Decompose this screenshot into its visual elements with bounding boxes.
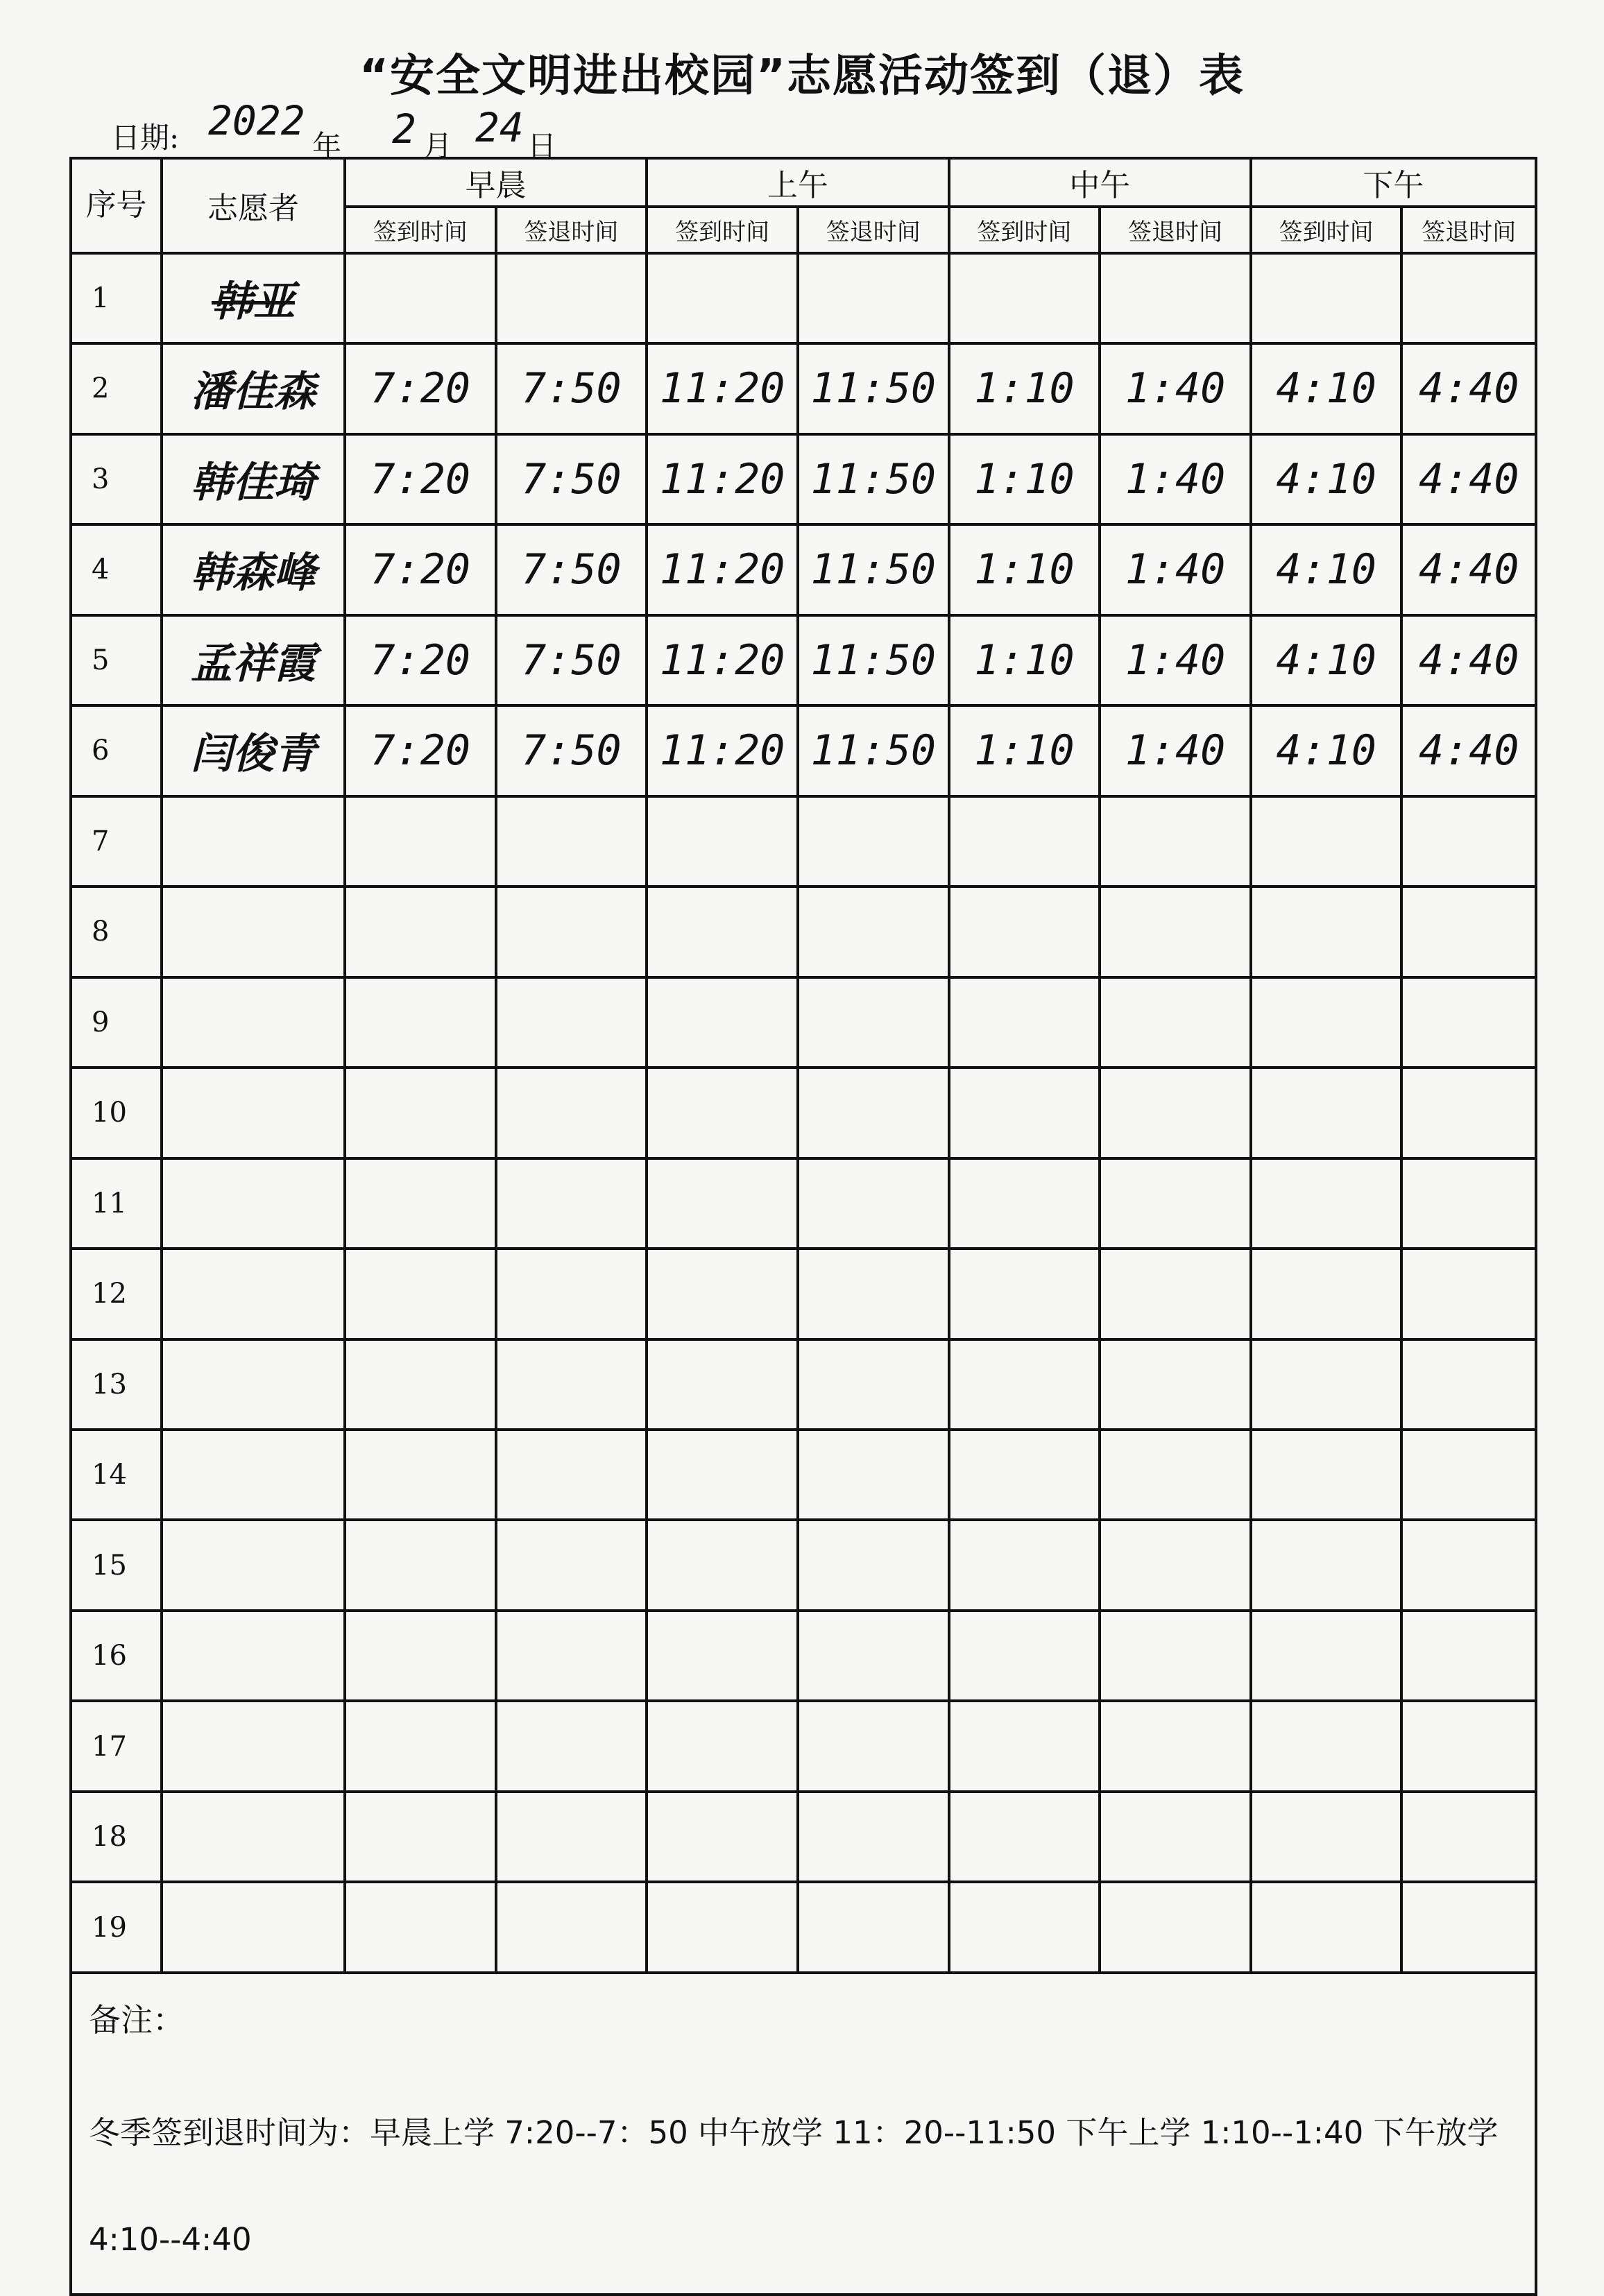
sign-in-time-cell: 7:20 bbox=[345, 524, 496, 615]
date-month-unit: 月 bbox=[423, 129, 453, 163]
volunteer-name: 韩森峰 bbox=[162, 524, 345, 615]
sign-out-time-cell bbox=[496, 1158, 647, 1249]
sign-in-time-cell bbox=[949, 253, 1100, 343]
sign-out-time-cell bbox=[496, 1068, 647, 1158]
notes-label: 备注： bbox=[89, 2001, 185, 2039]
sign-in-time-cell: 4:10 bbox=[1251, 615, 1402, 705]
volunteer-name: 闫俊青 bbox=[162, 705, 345, 796]
row-seq-number: 11 bbox=[71, 1158, 162, 1249]
sign-out-time-cell bbox=[496, 1882, 647, 1973]
volunteer-name bbox=[162, 886, 345, 977]
table-row bbox=[71, 1068, 1536, 1158]
sign-out-time-cell bbox=[1100, 796, 1251, 886]
sign-out-time-cell bbox=[798, 796, 949, 886]
sign-in-time-cell bbox=[949, 1611, 1100, 1701]
row-seq-number: 18 bbox=[71, 1792, 162, 1882]
sign-in-time-cell bbox=[949, 1068, 1100, 1158]
period-header-noon: 中午 bbox=[949, 158, 1251, 207]
sign-out-time-cell bbox=[1401, 886, 1536, 977]
sign-in-time-cell bbox=[647, 886, 798, 977]
table-row bbox=[71, 1158, 1536, 1249]
row-seq-number: 9 bbox=[71, 977, 162, 1068]
sign-out-time-cell bbox=[1401, 1068, 1536, 1158]
sign-in-time-cell bbox=[345, 886, 496, 977]
sign-in-time-cell bbox=[345, 977, 496, 1068]
sign-in-time-cell: 7:20 bbox=[345, 434, 496, 524]
sign-out-time-cell: 4:40 bbox=[1401, 615, 1536, 705]
period-header-afternoon: 下午 bbox=[1251, 158, 1536, 207]
sign-in-time-cell: 4:10 bbox=[1251, 705, 1402, 796]
sign-in-time-cell bbox=[949, 1249, 1100, 1339]
sign-out-time-cell bbox=[1100, 977, 1251, 1068]
sign-in-time-cell bbox=[1251, 1339, 1402, 1430]
sign-in-time-cell bbox=[949, 796, 1100, 886]
volunteer-header: 志愿者 bbox=[162, 158, 345, 253]
sign-out-time-header: 签退时间 bbox=[1100, 207, 1251, 252]
volunteer-name bbox=[162, 796, 345, 886]
sign-out-time-cell bbox=[496, 1520, 647, 1610]
sign-out-time-cell bbox=[1401, 1249, 1536, 1339]
sign-out-time-cell bbox=[1100, 253, 1251, 343]
row-seq-number: 14 bbox=[71, 1430, 162, 1520]
sign-in-time-cell bbox=[1251, 1068, 1402, 1158]
sign-in-time-cell bbox=[1251, 1520, 1402, 1610]
sign-out-time-cell: 7:50 bbox=[496, 615, 647, 705]
sign-in-time-cell bbox=[647, 253, 798, 343]
sign-out-time-cell bbox=[1100, 1882, 1251, 1973]
sign-in-time-cell bbox=[345, 1611, 496, 1701]
sign-in-time-header: 签到时间 bbox=[345, 207, 496, 252]
sign-in-time-cell bbox=[1251, 1701, 1402, 1791]
sign-out-time-header: 签退时间 bbox=[496, 207, 647, 252]
sign-in-time-cell bbox=[949, 1701, 1100, 1791]
sign-out-time-cell: 1:40 bbox=[1100, 615, 1251, 705]
sign-in-time-cell bbox=[647, 796, 798, 886]
sign-out-time-cell bbox=[1401, 1882, 1536, 1973]
volunteer-name bbox=[162, 1249, 345, 1339]
sign-out-time-cell bbox=[798, 1701, 949, 1791]
sign-in-time-cell bbox=[345, 253, 496, 343]
volunteer-name bbox=[162, 1430, 345, 1520]
period-header-forenoon: 上午 bbox=[647, 158, 948, 207]
sign-out-time-cell bbox=[1401, 796, 1536, 886]
sign-in-time-cell: 4:10 bbox=[1251, 343, 1402, 434]
sign-in-time-cell: 7:20 bbox=[345, 615, 496, 705]
date-label: 日期: bbox=[111, 121, 180, 155]
sign-out-time-cell bbox=[1100, 1068, 1251, 1158]
row-seq-number: 1 bbox=[71, 253, 162, 343]
notes-text: 冬季签到退时间为：早晨上学 7:20--7：50 中午放学 11：20--11:50 下午上学 1:10--1:40 下午放学 4:10--4:40 bbox=[89, 2114, 1499, 2258]
row-seq-number: 6 bbox=[71, 705, 162, 796]
date-year-unit: 年 bbox=[312, 129, 342, 163]
sign-out-time-header: 签退时间 bbox=[798, 207, 949, 252]
table-row bbox=[71, 253, 1536, 343]
sign-out-time-cell bbox=[1100, 1158, 1251, 1249]
sign-in-time-cell bbox=[345, 796, 496, 886]
sign-in-time-cell bbox=[345, 1339, 496, 1430]
sign-in-time-cell: 7:20 bbox=[345, 705, 496, 796]
volunteer-name: 韩佳琦 bbox=[162, 434, 345, 524]
table-row bbox=[71, 1611, 1536, 1701]
sign-out-time-cell bbox=[798, 1068, 949, 1158]
table-row bbox=[71, 1430, 1536, 1520]
sign-out-time-cell bbox=[798, 1339, 949, 1430]
volunteer-name: 韩亚 bbox=[162, 253, 345, 343]
table-row bbox=[71, 343, 1536, 434]
sign-in-time-cell bbox=[647, 977, 798, 1068]
row-seq-number: 12 bbox=[71, 1249, 162, 1339]
sign-out-time-cell bbox=[496, 253, 647, 343]
sign-out-time-cell bbox=[1100, 1611, 1251, 1701]
row-seq-number: 4 bbox=[71, 524, 162, 615]
table-row bbox=[71, 796, 1536, 886]
sign-out-time-cell bbox=[798, 1520, 949, 1610]
table-row bbox=[71, 705, 1536, 796]
table-row bbox=[71, 1882, 1536, 1973]
sign-out-time-cell bbox=[1401, 1339, 1536, 1430]
sign-out-time-cell bbox=[1401, 253, 1536, 343]
sign-in-time-cell: 11:20 bbox=[647, 705, 798, 796]
table-row bbox=[71, 1701, 1536, 1791]
sign-out-time-cell bbox=[798, 1430, 949, 1520]
sign-out-time-cell bbox=[798, 977, 949, 1068]
row-seq-number: 7 bbox=[71, 796, 162, 886]
sign-in-time-cell bbox=[949, 977, 1100, 1068]
sign-in-time-cell bbox=[647, 1068, 798, 1158]
volunteer-name: 孟祥霞 bbox=[162, 615, 345, 705]
volunteer-name bbox=[162, 1158, 345, 1249]
sign-in-time-cell bbox=[345, 1520, 496, 1610]
sign-out-time-cell bbox=[496, 1430, 647, 1520]
table-row bbox=[71, 1520, 1536, 1610]
sign-in-time-cell bbox=[345, 1792, 496, 1882]
sign-in-time-cell bbox=[647, 1520, 798, 1610]
volunteer-name bbox=[162, 1611, 345, 1701]
sign-in-time-cell: 7:20 bbox=[345, 343, 496, 434]
sign-in-time-cell bbox=[1251, 977, 1402, 1068]
row-seq-number: 19 bbox=[71, 1882, 162, 1973]
sign-in-time-cell bbox=[647, 1882, 798, 1973]
volunteer-name bbox=[162, 1520, 345, 1610]
sign-in-time-cell: 1:10 bbox=[949, 343, 1100, 434]
table-row bbox=[71, 434, 1536, 524]
sign-out-time-cell bbox=[798, 1611, 949, 1701]
seq-header: 序号 bbox=[71, 158, 162, 253]
table-row bbox=[71, 1339, 1536, 1430]
period-header-morning: 早晨 bbox=[345, 158, 647, 207]
sign-in-time-cell: 11:20 bbox=[647, 434, 798, 524]
row-seq-number: 5 bbox=[71, 615, 162, 705]
sign-out-time-cell: 1:40 bbox=[1100, 343, 1251, 434]
sign-out-time-cell bbox=[798, 253, 949, 343]
sign-out-time-cell bbox=[496, 1701, 647, 1791]
volunteer-name bbox=[162, 977, 345, 1068]
sign-in-time-cell bbox=[345, 1158, 496, 1249]
sign-out-time-cell: 7:50 bbox=[496, 434, 647, 524]
sign-in-time-cell bbox=[647, 1430, 798, 1520]
sign-in-time-cell bbox=[1251, 1611, 1402, 1701]
row-seq-number: 15 bbox=[71, 1520, 162, 1610]
sign-in-time-cell bbox=[1251, 1249, 1402, 1339]
sign-in-table bbox=[69, 157, 1537, 2296]
sign-in-time-cell bbox=[1251, 1882, 1402, 1973]
notes-cell bbox=[71, 1973, 1536, 2295]
sign-out-time-cell bbox=[1401, 1701, 1536, 1791]
sign-out-time-cell: 4:40 bbox=[1401, 705, 1536, 796]
sign-in-time-cell bbox=[1251, 886, 1402, 977]
sign-out-time-cell bbox=[496, 796, 647, 886]
sign-in-time-cell bbox=[647, 1701, 798, 1791]
sign-out-time-cell: 1:40 bbox=[1100, 524, 1251, 615]
volunteer-name bbox=[162, 1792, 345, 1882]
sign-out-time-cell bbox=[496, 1792, 647, 1882]
sign-out-time-cell bbox=[1100, 1339, 1251, 1430]
sign-in-time-cell bbox=[1251, 1792, 1402, 1882]
sign-out-time-header: 签退时间 bbox=[1401, 207, 1536, 252]
table-row bbox=[71, 615, 1536, 705]
date-day-unit: 日 bbox=[527, 129, 557, 163]
sign-in-time-cell: 1:10 bbox=[949, 615, 1100, 705]
sign-in-time-cell bbox=[1251, 1158, 1402, 1249]
sign-out-time-cell bbox=[496, 886, 647, 977]
sign-out-time-cell bbox=[496, 1249, 647, 1339]
sign-in-time-cell bbox=[647, 1249, 798, 1339]
sign-in-time-header: 签到时间 bbox=[1251, 207, 1402, 252]
sign-out-time-cell: 4:40 bbox=[1401, 343, 1536, 434]
sign-out-time-cell bbox=[1401, 1611, 1536, 1701]
sign-out-time-cell: 1:40 bbox=[1100, 705, 1251, 796]
date-month: 2 bbox=[392, 105, 416, 153]
volunteer-name bbox=[162, 1882, 345, 1973]
sign-out-time-cell: 4:40 bbox=[1401, 434, 1536, 524]
row-seq-number: 13 bbox=[71, 1339, 162, 1430]
sign-in-time-cell bbox=[647, 1158, 798, 1249]
sign-out-time-cell bbox=[1100, 1792, 1251, 1882]
sign-out-time-cell bbox=[798, 1158, 949, 1249]
sign-out-time-cell: 11:50 bbox=[798, 615, 949, 705]
sign-in-time-cell: 4:10 bbox=[1251, 434, 1402, 524]
sign-out-time-cell bbox=[1401, 1430, 1536, 1520]
sign-out-time-cell: 7:50 bbox=[496, 343, 647, 434]
sign-out-time-cell: 7:50 bbox=[496, 524, 647, 615]
row-seq-number: 8 bbox=[71, 886, 162, 977]
sign-out-time-cell: 1:40 bbox=[1100, 434, 1251, 524]
row-seq-number: 2 bbox=[71, 343, 162, 434]
table-row bbox=[71, 1249, 1536, 1339]
sign-out-time-cell: 11:50 bbox=[798, 524, 949, 615]
row-seq-number: 17 bbox=[71, 1701, 162, 1791]
volunteer-name bbox=[162, 1701, 345, 1791]
sign-in-time-cell: 4:10 bbox=[1251, 524, 1402, 615]
sign-in-time-cell bbox=[1251, 253, 1402, 343]
sign-out-time-cell bbox=[1401, 1792, 1536, 1882]
sign-in-time-cell bbox=[949, 1158, 1100, 1249]
sign-in-time-cell bbox=[949, 1882, 1100, 1973]
row-seq-number: 16 bbox=[71, 1611, 162, 1701]
sign-in-time-cell bbox=[345, 1068, 496, 1158]
sign-out-time-cell bbox=[798, 886, 949, 977]
sign-in-time-cell bbox=[647, 1792, 798, 1882]
sign-in-time-cell bbox=[1251, 796, 1402, 886]
sign-in-time-cell: 1:10 bbox=[949, 705, 1100, 796]
sign-out-time-cell bbox=[496, 1339, 647, 1430]
date-year: 2022 bbox=[208, 97, 305, 144]
sign-out-time-cell bbox=[496, 977, 647, 1068]
volunteer-name bbox=[162, 1068, 345, 1158]
table-row bbox=[71, 886, 1536, 977]
sign-out-time-cell: 11:50 bbox=[798, 705, 949, 796]
sign-in-time-cell bbox=[345, 1701, 496, 1791]
sign-in-time-cell bbox=[345, 1430, 496, 1520]
volunteer-name: 潘佳森 bbox=[162, 343, 345, 434]
sign-out-time-cell: 7:50 bbox=[496, 705, 647, 796]
sign-in-time-cell bbox=[345, 1249, 496, 1339]
row-seq-number: 10 bbox=[71, 1068, 162, 1158]
table-row bbox=[71, 524, 1536, 615]
sign-in-time-cell bbox=[1251, 1430, 1402, 1520]
sign-out-time-cell bbox=[1100, 1520, 1251, 1610]
table-row bbox=[71, 977, 1536, 1068]
sign-out-time-cell bbox=[1100, 1430, 1251, 1520]
sign-in-time-cell bbox=[647, 1611, 798, 1701]
volunteer-name bbox=[162, 1339, 345, 1430]
sign-in-time-cell bbox=[949, 1339, 1100, 1430]
sign-out-time-cell bbox=[1100, 1249, 1251, 1339]
sign-out-time-cell: 11:50 bbox=[798, 434, 949, 524]
sign-in-time-cell bbox=[647, 1339, 798, 1430]
table-row bbox=[71, 1792, 1536, 1882]
sign-in-time-cell bbox=[949, 1430, 1100, 1520]
sign-in-time-cell bbox=[345, 1882, 496, 1973]
sign-out-time-cell bbox=[496, 1611, 647, 1701]
sign-out-time-cell bbox=[1401, 1520, 1536, 1610]
sign-out-time-cell bbox=[1401, 977, 1536, 1068]
sign-out-time-cell bbox=[1100, 886, 1251, 977]
sign-in-time-header: 签到时间 bbox=[949, 207, 1100, 252]
sign-in-time-cell bbox=[949, 1520, 1100, 1610]
sign-out-time-cell bbox=[798, 1792, 949, 1882]
document-title: “安全文明进出校园”志愿活动签到（退）表 bbox=[359, 51, 1245, 102]
sign-in-time-cell bbox=[949, 1792, 1100, 1882]
sign-in-time-cell bbox=[949, 886, 1100, 977]
sign-out-time-cell bbox=[1100, 1701, 1251, 1791]
row-seq-number: 3 bbox=[71, 434, 162, 524]
sign-in-time-cell: 11:20 bbox=[647, 524, 798, 615]
sign-out-time-cell: 11:50 bbox=[798, 343, 949, 434]
sign-in-time-cell: 1:10 bbox=[949, 434, 1100, 524]
sign-out-time-cell: 4:40 bbox=[1401, 524, 1536, 615]
sign-in-time-cell: 11:20 bbox=[647, 615, 798, 705]
sign-out-time-cell bbox=[1401, 1158, 1536, 1249]
sign-in-time-header: 签到时间 bbox=[647, 207, 798, 252]
sign-out-time-cell bbox=[798, 1882, 949, 1973]
sign-in-time-cell: 11:20 bbox=[647, 343, 798, 434]
sign-in-time-cell: 1:10 bbox=[949, 524, 1100, 615]
date-day: 24 bbox=[475, 104, 524, 151]
sign-out-time-cell bbox=[798, 1249, 949, 1339]
